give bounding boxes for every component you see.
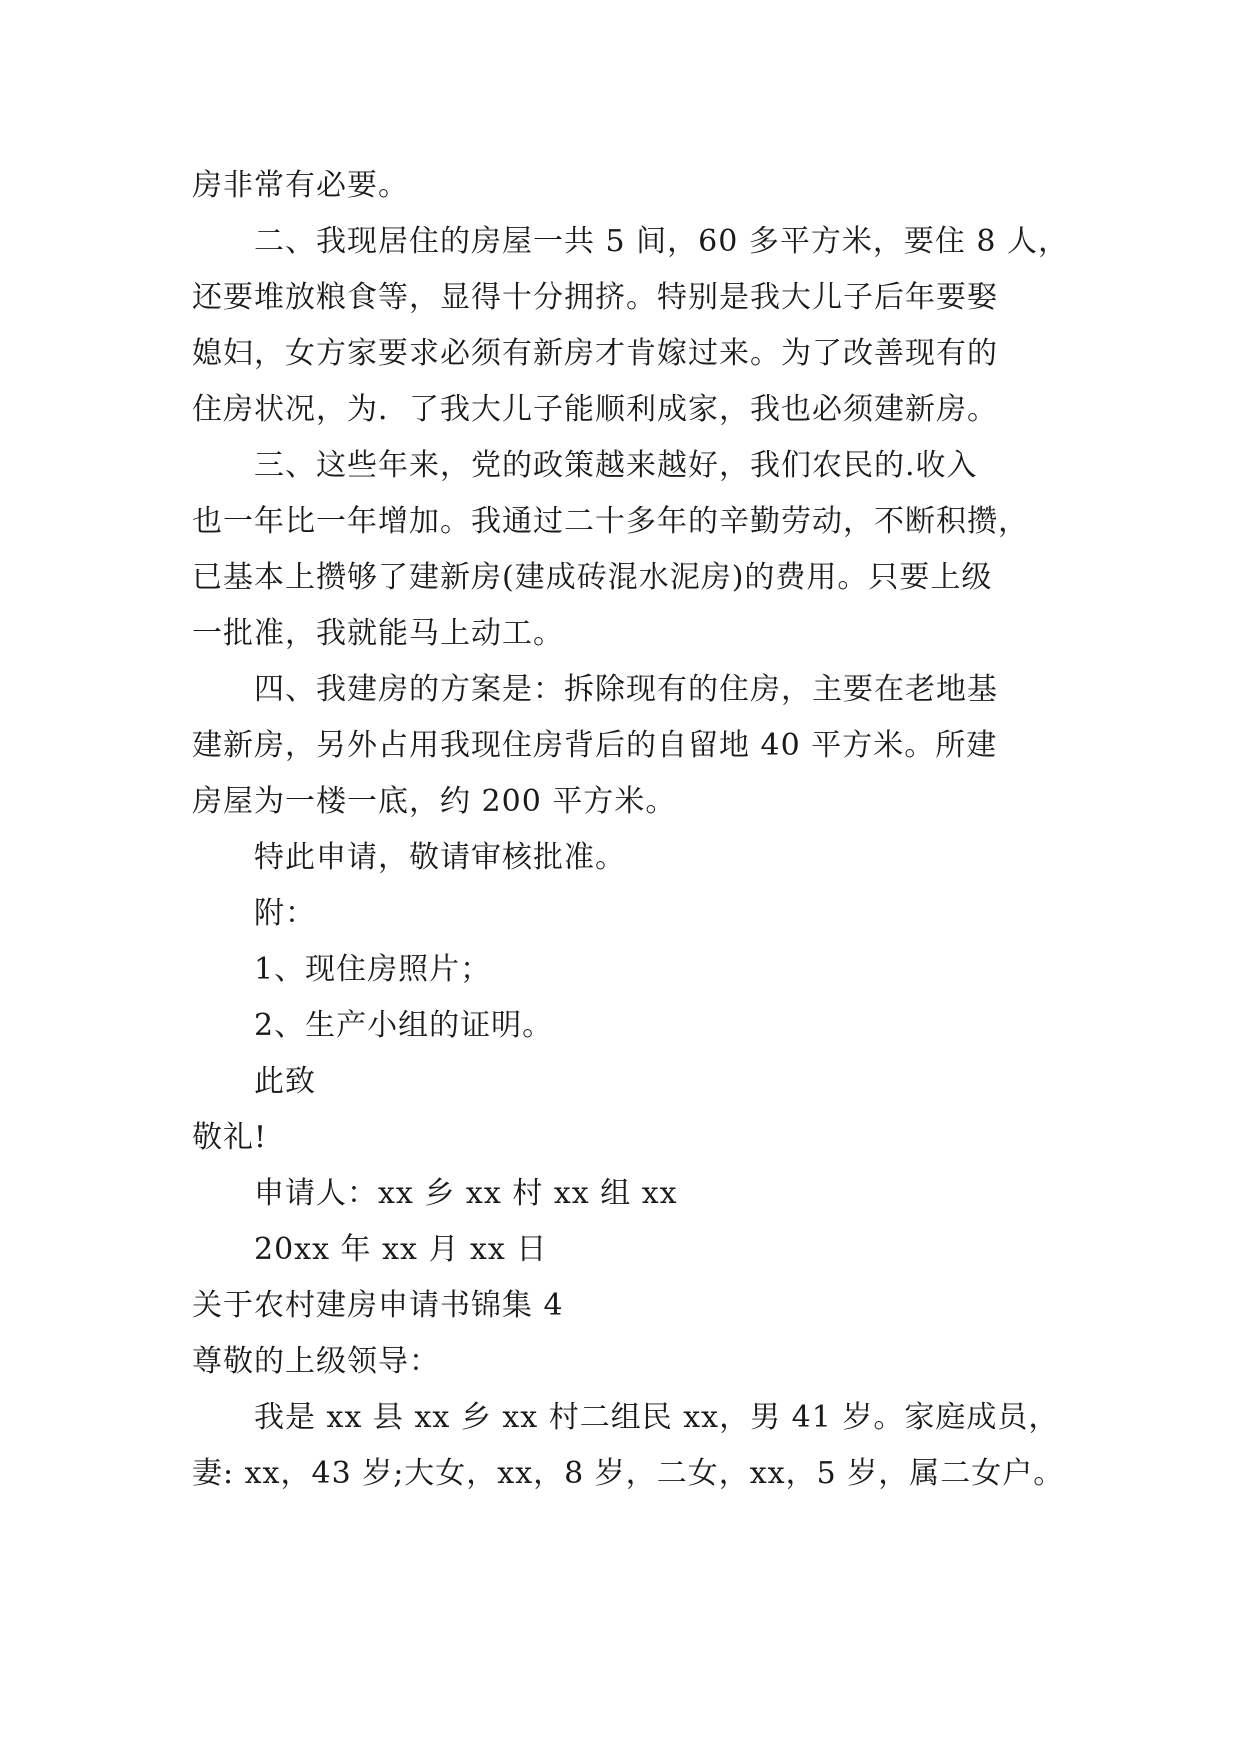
paragraph-line: 三、这些年来，党的政策越来越好，我们农民的.收入 (254, 448, 978, 483)
paragraph-line: 我是 xx 县 xx 乡 xx 村二组民 xx，男 41 岁。家庭成员， (254, 1400, 1060, 1435)
paragraph-line: 特此申请，敬请审核批准。 (254, 840, 626, 875)
attachment-item: 2、生产小组的证明。 (254, 1008, 554, 1043)
closing-line: 此致 (254, 1064, 316, 1099)
paragraph-line: 一批准，我就能马上动工。 (192, 616, 564, 651)
paragraph-line: 二、我现居住的房屋一共 5 间，60 多平方米，要住 8 人， (254, 224, 1070, 259)
paragraph-line: 建新房，另外占用我现住房背后的自留地 40 平方米。所建 (192, 728, 998, 763)
paragraph-line: 还要堆放粮食等，显得十分拥挤。特别是我大儿子后年要娶 (192, 280, 998, 315)
attachment-item: 1、现住房照片； (254, 952, 492, 987)
closing-salutation: 敬礼! (192, 1120, 268, 1155)
paragraph-line: 也一年比一年增加。我通过二十多年的辛勤劳动，不断积攒， (192, 504, 1029, 539)
paragraph-line: 妻: xx，43 岁;大女，xx，8 岁，二女，xx，5 岁，属二女户。 (192, 1456, 1065, 1491)
date-line: 20xx 年 xx 月 xx 日 (254, 1232, 548, 1267)
paragraph-line: 媳妇，女方家要求必须有新房才肯嫁过来。为了改善现有的 (192, 336, 998, 371)
paragraph-line: 四、我建房的方案是：拆除现有的住房，主要在老地基 (254, 672, 998, 707)
paragraph-line: 房屋为一楼一底，约 200 平方米。 (192, 784, 677, 819)
paragraph-line: 住房状况，为．了我大儿子能顺利成家，我也必须建新房。 (192, 392, 998, 427)
paragraph-line: 已基本上攒够了建新房(建成砖混水泥房)的费用。只要上级 (192, 560, 993, 595)
section-title: 关于农村建房申请书锦集 4 (192, 1288, 564, 1323)
attachment-heading: 附： (254, 896, 316, 931)
paragraph-line: 房非常有必要。 (192, 168, 409, 203)
greeting-line: 尊敬的上级领导： (192, 1344, 440, 1379)
applicant-line: 申请人：xx 乡 xx 村 xx 组 xx (254, 1176, 678, 1211)
